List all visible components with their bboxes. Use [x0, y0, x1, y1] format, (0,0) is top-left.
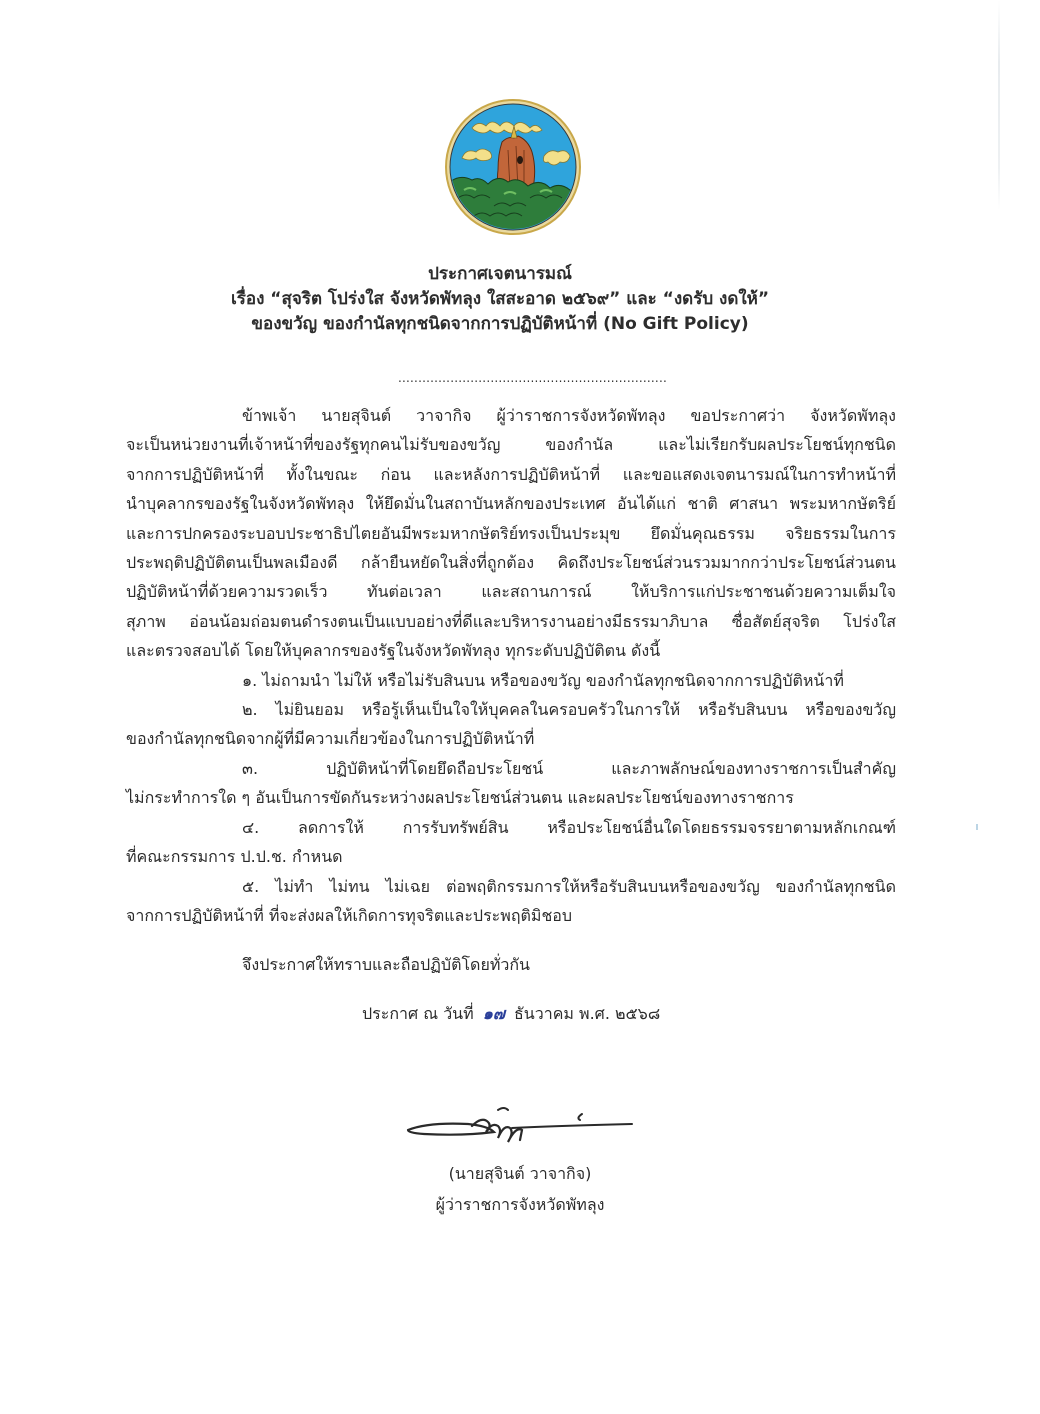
announcement-date	[362, 1002, 660, 1027]
list-item-5: ๕. ไม่ทำ ไม่ทน ไม่เฉย ต่อพฤติกรรมการให้หรือรับสินบนหรือของขวัญ ของกำนัลทุกชนิด	[242, 876, 896, 896]
closing-statement: จึงประกาศให้ทราบและถือปฏิบัติโดยทั่วกัน	[242, 955, 530, 974]
announcement-title	[0, 262, 1000, 337]
phatthalung-seal-icon	[444, 98, 582, 236]
list-item-5-continued: จากการปฏิบัติหน้าที่ ที่จะส่งผลให้เกิดการทุจริตและประพฤติมิชอบ	[126, 905, 573, 925]
scan-edge-artifact	[998, 0, 1000, 210]
paragraph-line: จากการปฏิบัติหน้าที่ ทั้งในขณะ ก่อน และหลังการปฏิบัติหน้าที่ และขอแสดงเจตนารมณ์ในการทำหน้าที่	[126, 464, 896, 484]
list-item-2-continued: ของกำนัลทุกชนิดจากผู้ที่มีความเกี่ยวข้องในการปฏิบัติหน้าที่	[126, 729, 535, 749]
title-heading: ประกาศเจตนารมณ์	[428, 264, 572, 284]
signer-position: ผู้ว่าราชการจังหวัดพัทลุง	[435, 1195, 605, 1214]
list-item-4-continued: ที่คณะกรรมการ ป.ป.ช. กำหนด	[126, 847, 343, 867]
scan-speck	[976, 824, 978, 830]
list-item-1: ๑. ไม่ถามนำ ไม่ให้ หรือไม่รับสินบน หรือของขวัญ ของกำนัลทุกชนิดจากการปฏิบัติหน้าที่	[242, 670, 844, 690]
paragraph-line: ประพฤติปฏิบัติตนเป็นพลเมืองดี กล้ายืนหยัดในสิ่งที่ถูกต้อง คิดถึงประโยชน์ส่วนรวมมากกว่าประโยชน์ส่วนตน	[126, 553, 896, 573]
list-item-3: ๓. ปฏิบัติหน้าที่โดยยึดถือประโยชน์ และภาพลักษณ์ของทางราชการเป็นสำคัญ	[242, 758, 896, 778]
title-subject-line-2: ของขวัญ ของกำนัลทุกชนิดจากการปฏิบัติหน้าที่ (No Gift Policy)	[251, 314, 749, 334]
date-day-handwritten: ๑๗	[482, 1004, 505, 1023]
paragraph-line: และการปกครองระบอบประชาธิปไตยอันมีพระมหากษัตริย์ทรงเป็นประมุข ยึดมั่นคุณธรรม จริยธรรมในการ	[126, 523, 896, 543]
paragraph-line: จะเป็นหน่วยงานที่เจ้าหน้าที่ของรัฐทุกคนไม่รับของขวัญ ของกำนัล และไม่เรียกรับผลประโยชน์ทุกชนิด	[126, 435, 896, 455]
list-item-3-continued: ไม่กระทำการใด ๆ อันเป็นการขัดกันระหว่างผลประโยชน์ส่วนตน และผลประโยชน์ของทางราชการ	[126, 788, 794, 808]
paragraph-line: และตรวจสอบได้ โดยให้บุคลากรของรัฐในจังหวัดพัทลุง ทุกระดับปฏิบัติตน ดังนี้	[126, 641, 661, 661]
paragraph-line: ปฏิบัติหน้าที่ด้วยความรวดเร็ว ทันต่อเวลา และสถานการณ์ ให้บริการแก่ประชาชนด้วยความเต็มใจ	[126, 582, 896, 602]
handwritten-signature-icon	[402, 1100, 642, 1160]
list-item-4: ๔. ลดการให้ การรับทรัพย์สิน หรือประโยชน์อื่นใดโดยธรรมจรรยาตามหลักเกณฑ์	[242, 817, 896, 837]
signer-name: (นายสุจินต์ วาจากิจ)	[448, 1164, 592, 1183]
title-separator: ...................................................................	[398, 371, 667, 385]
date-prefix: ประกาศ ณ วันที่	[362, 1004, 474, 1023]
announcement-body	[126, 401, 896, 930]
paragraph-line: สุภาพ อ่อนน้อมถ่อมตนดำรงตนเป็นแบบอย่างที่ดีและบริหารงานอย่างมีธรรมาภิบาล ซื่อสัตย์สุจริต โปร่งใส	[126, 611, 896, 631]
paragraph-line: ข้าพเจ้า นายสุจินต์ วาจากิจ ผู้ว่าราชการจังหวัดพัทลุง ขอประกาศว่า จังหวัดพัทลุง	[242, 406, 896, 425]
paragraph-line: นำบุคลากรของรัฐในจังหวัดพัทลุง ให้ยึดมั่นในสถาบันหลักของประเทศ อันได้แก่ ชาติ ศาสนา พระมหากษัตริย์	[126, 494, 896, 514]
title-subject-line: เรื่อง “สุจริต โปร่งใส จังหวัดพัทลุง ใสสะอาด ๒๕๖๙” และ “งดรับ งดให้”	[230, 289, 770, 309]
list-item-2: ๒. ไม่ยินยอม หรือรู้เห็นเป็นใจให้บุคคลในครอบครัวในการให้ หรือรับสินบน หรือของขวัญ	[242, 700, 896, 720]
date-month-year: ธันวาคม พ.ศ. ๒๕๖๘	[514, 1004, 661, 1023]
